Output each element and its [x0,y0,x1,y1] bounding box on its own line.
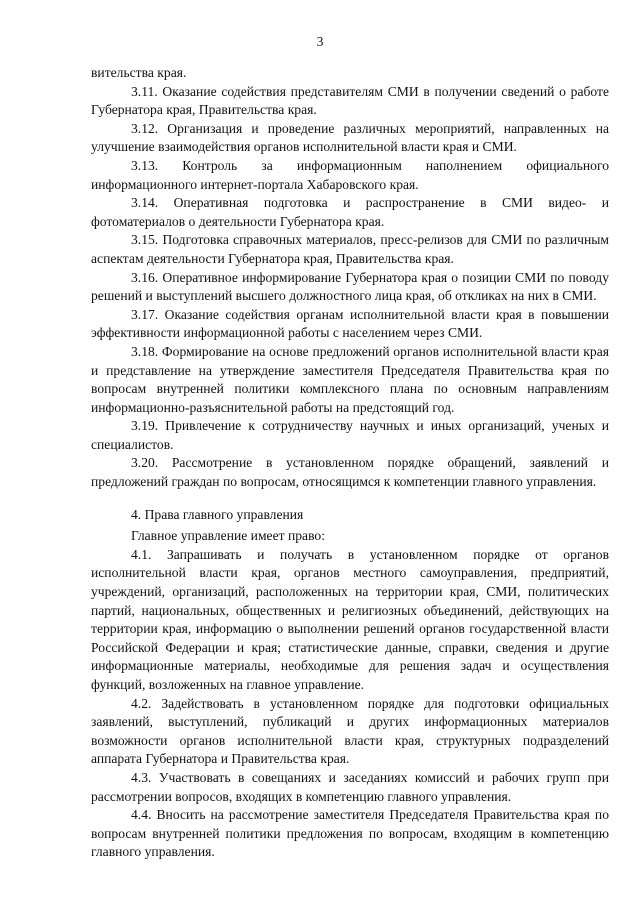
paragraph-3-19: 3.19. Привлечение к сотрудничеству научных и иных организаций, ученых и специалистов. [91,418,609,452]
paragraph-4-2: 4.2. Задействовать в установленном порядке для подготовки официальных заявлений, выступлений, публикаций и других информационных материалов возможности органов исполнительной власти края, структурных подразделений аппарата Губернатора и Правительства края. [91,695,609,767]
paragraph-3-14: 3.14. Оперативная подготовка и распространение в СМИ видео- и фотоматериалов о деятельности Губернатора края. [91,195,609,229]
section-heading: 4. Права главного управления [131,506,304,522]
page-number: 3 [316,34,324,49]
paragraph-3-16: 3.16. Оперативное информирование Губернатора края о позиции СМИ по поводу решений и выступлений высшего должностного лица края, об откликах на них в СМИ. [91,269,609,304]
paragraph-3-17: 3.17. Оказание содействия органам исполнительной власти края в повышении эффективности информационной работы с населением через СМИ. [91,306,609,341]
paragraph-4-4: 4.4. Вносить на рассмотрение заместителя Председателя Правительства края по вопросам внутренней политики предложения по вопросам, входящим в компетенцию главного управления. [91,807,609,860]
paragraph-continuation: вительства края. [91,65,187,80]
paragraph-3-11: 3.11. Оказание содействия представителям СМИ в получении сведений о работе Губернатора края, Правительства края. [91,83,609,118]
paragraph-3-13: 3.13. Контроль за информационным наполнением официального информационного интернет-портала Хабаровского края. [91,157,609,192]
paragraph-4-3: 4.3. Участвовать в совещаниях и заседаниях комиссий и рабочих групп при рассмотрении вопросов, входящих в компетенцию главного управления. [91,769,609,804]
paragraph-3-20: 3.20. Рассмотрение в установленном порядке обращений, заявлений и предложений граждан по вопросам, относящимся к компетенции главного управления. [91,455,609,490]
paragraph-3-18: 3.18. Формирование на основе предложений органов исполнительной власти края и представление на утверждение заместителя Председателя Правительства края по вопросам внутренней политики комплексного плана по основным направлениям информационно-разъяснительной работы на предстоящий год. [91,343,609,415]
rights-intro: Главное управление имеет право: [131,528,325,544]
paragraph-3-15: 3.15. Подготовка справочных материалов, пресс-релизов для СМИ по различным аспектам деятельности Губернатора края, Правительства края. [91,232,609,266]
paragraph-4-1: 4.1. Запрашивать и получать в установленном порядке от органов исполнительной власти края, органов местного самоуправления, предприятий, учреждений, организаций, расположенных на территории края, СМИ, политических партий, национальных, общественных и религиозных объединений, действующих на территории края, информацию о выполнении решений органов государственной власти Российской Федерации и края; статистические данные, справки, сведения и другие информационные материалы, необходимые для решения задач и осуществления функций, возложенных на главное управление. [91,546,609,692]
document-body [91,64,609,862]
paragraph-3-12: 3.12. Организация и проведение различных мероприятий, направленных на улучшение взаимодействия органов исполнительной власти края и СМИ. [91,120,609,155]
